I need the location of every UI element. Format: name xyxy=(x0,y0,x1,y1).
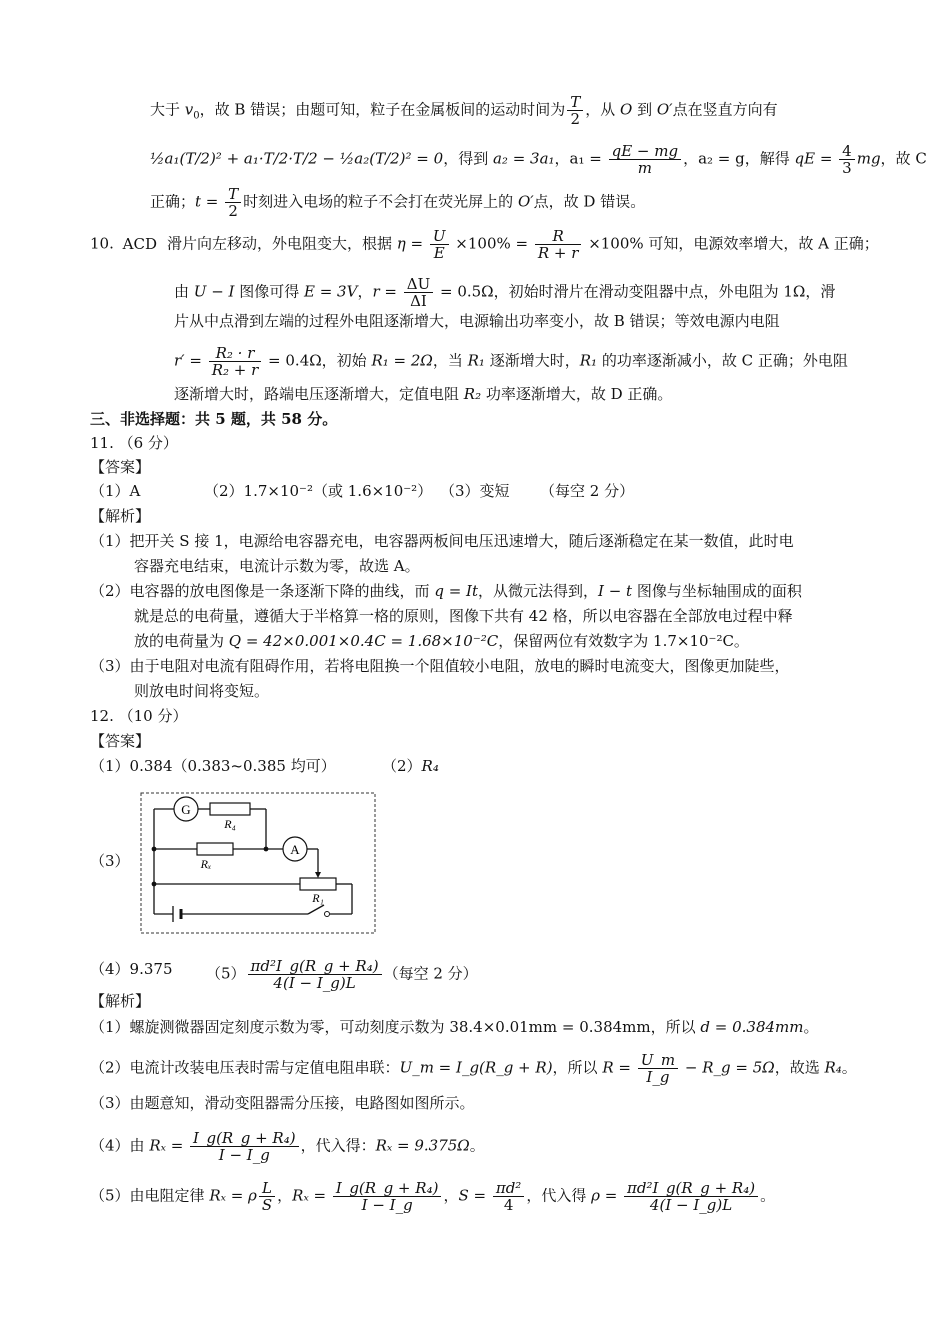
fraction-r-prime: $\frac{\text{R₂ · r}}{\text{R₂ + r}}$ xyxy=(209,345,262,378)
q10-line-2: 由 U − I 图像可得 E = 3V，r = $\frac{\Delta U}{\Delta I}$ = 0.5Ω，初始时滑片在滑动变阻器中点，外电阻为 1Ω，滑 xyxy=(174,275,836,310)
q10-line-4: r′ = $\frac{\text{R₂ · r}}{\text{R₂ + r}}$ = 0.4Ω，初始 R₁ = 2Ω，当 R₁ 逐渐增大时，R₁ 的功率逐渐减小，故 C 正确；外电阻 xyxy=(174,344,848,379)
fraction-rx-2: $\frac{\text{I\_g(R\_g + R₄)}}{I - I\_g}$ xyxy=(333,1180,442,1213)
rheostat-r1 xyxy=(300,878,336,890)
q12-answer-4: （4）9.375 xyxy=(90,960,173,978)
q9-line-1: 大于 $v_0$，故 B 错误；由题可知，粒子在金属板间的运动时间为 $\frac{T}{2}$ ，从 O 到 O′点在竖直方向有 xyxy=(150,93,778,128)
q12-answer-5: （5） $\frac{\text{πd²I\_g(R\_g + R₄)}}{4(I - I\_g)L}$ （每空 2 分） xyxy=(206,957,478,992)
question-number: 10. xyxy=(90,234,114,253)
answer-choices: ACD xyxy=(122,234,157,253)
q11-head: 11. （6 分） xyxy=(90,434,178,452)
fraction-r-rr: $\frac{R}{R + r}$ xyxy=(535,228,582,261)
junction-dot xyxy=(152,882,157,887)
q12-analysis-5: （5）由电阻定律 Rₓ = ρ $\frac{L}{S}$ ，Rₓ = $\frac{\text{I\_g(R\_g + R₄)}}{I - I\_g}$ ，S = $\frac{\text{πd²}}{4}$ ，代入得 ρ = $\frac{\text{πd²I\_g(R\_g + R₄)}}{4(I - I\_g)L}$ 。 xyxy=(90,1179,776,1214)
q11-answer-3: （3）变短 xyxy=(440,482,510,500)
galvanometer-label: G xyxy=(181,802,191,817)
fraction-rx: $\frac{\text{I\_g(R\_g + R₄)}}{I - I\_g}$ xyxy=(190,1130,299,1163)
q10-line-5: 逐渐增大时，路端电压逐渐增大，定值电阻 R₂ 功率逐渐增大，故 D 正确。 xyxy=(174,385,673,403)
slider-arrow xyxy=(315,872,321,878)
q11-answer-2: （2）1.7×10⁻²（或 1.6×10⁻²） xyxy=(204,482,433,500)
fraction-t-half-2: $\frac{T}{2}$ xyxy=(225,186,241,219)
fraction-t-half: $\frac{T}{2}$ xyxy=(567,94,583,127)
q11-analysis-2c: 放的电荷量为 Q = 42×0.001×0.4C = 1.68×10⁻²C，保留两位有效数字为 1.7×10⁻²C。 xyxy=(134,632,749,650)
q11-answer-note: （每空 2 分） xyxy=(540,482,635,500)
q10-line-3: 片从中点滑到左端的过程外电阻逐渐增大，电源输出功率变小，故 B 错误；等效电源内电阻 xyxy=(174,312,780,330)
q12-answer-1: （1）0.384（0.383~0.385 均可） xyxy=(90,757,336,775)
rx-label: Rₓ xyxy=(200,857,212,871)
q12-analysis-label: 【解析】 xyxy=(90,992,151,1010)
q12-answer-label: 【答案】 xyxy=(90,732,151,750)
ammeter-label: A xyxy=(290,842,300,857)
q11-analysis-3b: 则放电时间将变短。 xyxy=(134,682,270,700)
q12-analysis-1: （1）螺旋测微器固定刻度示数为零，可动刻度示数为 38.4×0.01mm = 0.384mm，所以 d = 0.384mm。 xyxy=(90,1018,819,1036)
q9-line-3: 正确；t = $\frac{T}{2}$ 时刻进入电场的粒子不会打在荧光屏上的 O′点，故 D 错误。 xyxy=(150,185,646,220)
fraction-du-di: $\frac{\Delta U}{\Delta I}$ xyxy=(404,276,433,309)
fraction-answer-5: $\frac{\text{πd²I\_g(R\_g + R₄)}}{4(I - I\_g)L}$ xyxy=(248,958,382,991)
fraction-a1: $\frac{qE - mg}{m}$ xyxy=(609,143,681,176)
q11-analysis-1b: 容器充电结束，电流计示数为零，故选 A。 xyxy=(134,557,420,575)
q12-answer-3: （3） xyxy=(90,852,130,870)
junction-dot xyxy=(152,847,157,852)
kinematics-equation: ½a₁(T/2)² + a₁·T/2·T/2 − ½a₂(T/2)² = 0 xyxy=(150,149,444,168)
fraction-um-ig: $\frac{U\_m}{I\_g}$ xyxy=(638,1052,678,1085)
switch-contact xyxy=(325,912,330,917)
circuit-diagram xyxy=(140,792,376,934)
fraction-area: $\frac{\text{πd²}}{4}$ xyxy=(493,1180,524,1213)
r4-label: R₄ xyxy=(224,817,236,831)
q11-analysis-1a: （1）把开关 S 接 1，电源给电容器充电，电容器两板间电压迅速增大，随后逐渐稳定在某一数值，此时电 xyxy=(90,532,794,550)
q10-line-1: 10. ACD 滑片向左移动，外电阻变大，根据 η = $\frac{U}{E}$ ×100% = $\frac{R}{R + r}$ ×100% 可知，电源效率增大，故 A 正确； xyxy=(90,227,879,262)
section-heading: 三、非选择题：共 5 题，共 58 分。 xyxy=(90,410,338,428)
r1-label: R₁ xyxy=(312,891,324,905)
q11-analysis-label: 【解析】 xyxy=(90,507,151,525)
q11-analysis-2a: （2）电容器的放电图像是一条逐渐下降的曲线，而 q = It，从微元法得到，I − t 图像与坐标轴围成的面积 xyxy=(90,582,802,600)
fraction-rho: $\frac{\text{πd²I\_g(R\_g + R₄)}}{4(I - I\_g)L}$ xyxy=(624,1180,758,1213)
q12-analysis-2: （2）电流计改装电压表时需与定值电阻串联：U_m = I_g(R_g + R)，所以 R = $\frac{U\_m}{I\_g}$ − R_g = 5Ω，故选 R₄。 xyxy=(90,1051,857,1086)
fraction-u-e: $\frac{U}{E}$ xyxy=(430,228,449,261)
q11-analysis-3a: （3）由于电阻对电流有阻碍作用，若将电阻换一个阻值较小电阻，放电的瞬时电流变大，图像更加陡些， xyxy=(90,657,790,675)
q9-line-2: ½a₁(T/2)² + a₁·T/2·T/2 − ½a₂(T/2)² = 0，得到 a₂ = 3a₁，a₁ = $\frac{qE - mg}{m}$ ，a₂ = g，解得 qE = $\frac{4}{3}$ mg，故 C xyxy=(150,142,927,177)
q12-analysis-3: （3）由题意知，滑动变阻器需分压接，电路图如图所示。 xyxy=(90,1094,475,1112)
q12-answer-2: （2）R₄ xyxy=(382,757,439,775)
fraction-four-thirds: $\frac{4}{3}$ xyxy=(839,143,855,176)
resistor-r4 xyxy=(210,803,250,815)
q12-head: 12. （10 分） xyxy=(90,707,188,725)
q12-analysis-4: （4）由 Rₓ = $\frac{\text{I\_g(R\_g + R₄)}}{I - I\_g}$ ，代入得：Rₓ = 9.375Ω。 xyxy=(90,1129,485,1164)
resistor-rx xyxy=(197,843,233,855)
q11-answer-label: 【答案】 xyxy=(90,458,151,476)
q11-answer-1: （1）A xyxy=(90,482,141,500)
fraction-l-s: $\frac{L}{S}$ xyxy=(259,1180,275,1213)
q11-analysis-2b: 就是总的电荷量，遵循大于半格算一格的原则，图像下共有 42 格，所以电容器在全部放电过程中释 xyxy=(134,607,793,625)
junction-dot xyxy=(264,847,269,852)
